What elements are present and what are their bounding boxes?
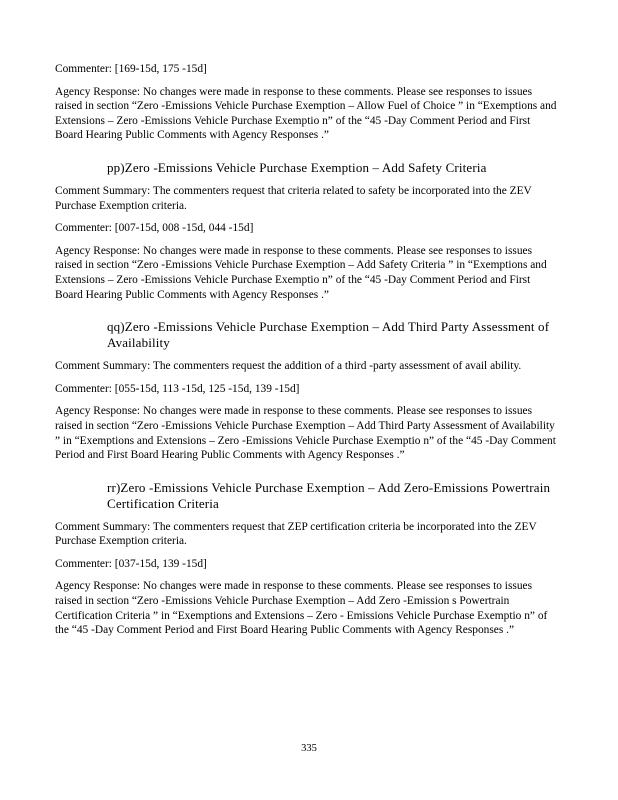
section-heading-pp [55, 160, 559, 176]
agency-response: Agency Response: No changes were made in response to these comments. Please see responses to issues raised in section “Zero -Emissions Vehicle Purchase Exemption – Allow Fuel of Choice ” in “Exemptions and Extensions – Zero -Emissions Vehicle Purchase Exemptio n” of the “45 -Day Comment Period and First Board Hearing Public Comments with Agency Responses .” [55, 85, 557, 142]
commenter-line: Commenter: [055-15d, 113 -15d, 125 -15d, 139 -15d] [55, 382, 300, 395]
heading-text: qq)Zero -Emissions Vehicle Purchase Exemption – Add Third Party Assessment of Availability [107, 319, 550, 351]
commenter-line: Commenter: [037-15d, 139 -15d] [55, 557, 207, 570]
comment-summary: Comment Summary: The commenters request that criteria related to safety be incorporated into the ZEV Purchase Exemption criteria. [55, 184, 532, 212]
agency-response: Agency Response: No changes were made in response to these comments. Please see responses to issues raised in section “Zero -Emissions Vehicle Purchase Exemption – Add Third Party Assessment of Availability ” in “Exemptions and Extensions – Zero -Emissions Vehicle Purchase Exemptio n” of the “45 -Day Comment Period and First Board Hearing Public Comments with Agency Responses .” [55, 405, 556, 462]
section-heading-qq [55, 319, 559, 351]
page-number: 335 [301, 743, 317, 754]
document-body [55, 62, 559, 638]
agency-response: Agency Response: No changes were made in response to these comments. Please see responses to issues raised in section “Zero -Emissions Vehicle Purchase Exemption – Add Zero -Emission s Powertrain Certification Criteria ” in “Exemptions and Extensions – Zero - Emissions Vehicle Purchase Exemptio n” of the “45 -Day Comment Period and First Board Hearing Public Comments with Agency Responses .” [55, 580, 548, 637]
comment-summary: Comment Summary: The commenters request the addition of a third -party assessment of avail ability. [55, 360, 522, 373]
commenter-line: Commenter: [007-15d, 008 -15d, 044 -15d] [55, 222, 254, 235]
commenter-line: Commenter: [169-15d, 175 -15d] [55, 63, 207, 75]
agency-response: Agency Response: No changes were made in response to these comments. Please see responses to issues raised in section “Zero -Emissions Vehicle Purchase Exemption – Add Safety Criteria ” in “Exemptions and Extensions – Zero -Emissions Vehicle Purchase Exemptio n” of the “45 -Day Comment Period and First Board Hearing Public Comments with Agency Responses .” [55, 244, 547, 301]
heading-text: rr)Zero -Emissions Vehicle Purchase Exemption – Add Zero-Emissions Powertrain Certification Criteria [107, 479, 551, 511]
section-heading-rr [55, 480, 559, 512]
comment-summary: Comment Summary: The commenters request that ZEP certification criteria be incorporated into the ZEV Purchase Exemption criteria. [55, 520, 537, 548]
heading-text: pp)Zero -Emissions Vehicle Purchase Exemption – Add Safety Criteria [107, 159, 487, 175]
